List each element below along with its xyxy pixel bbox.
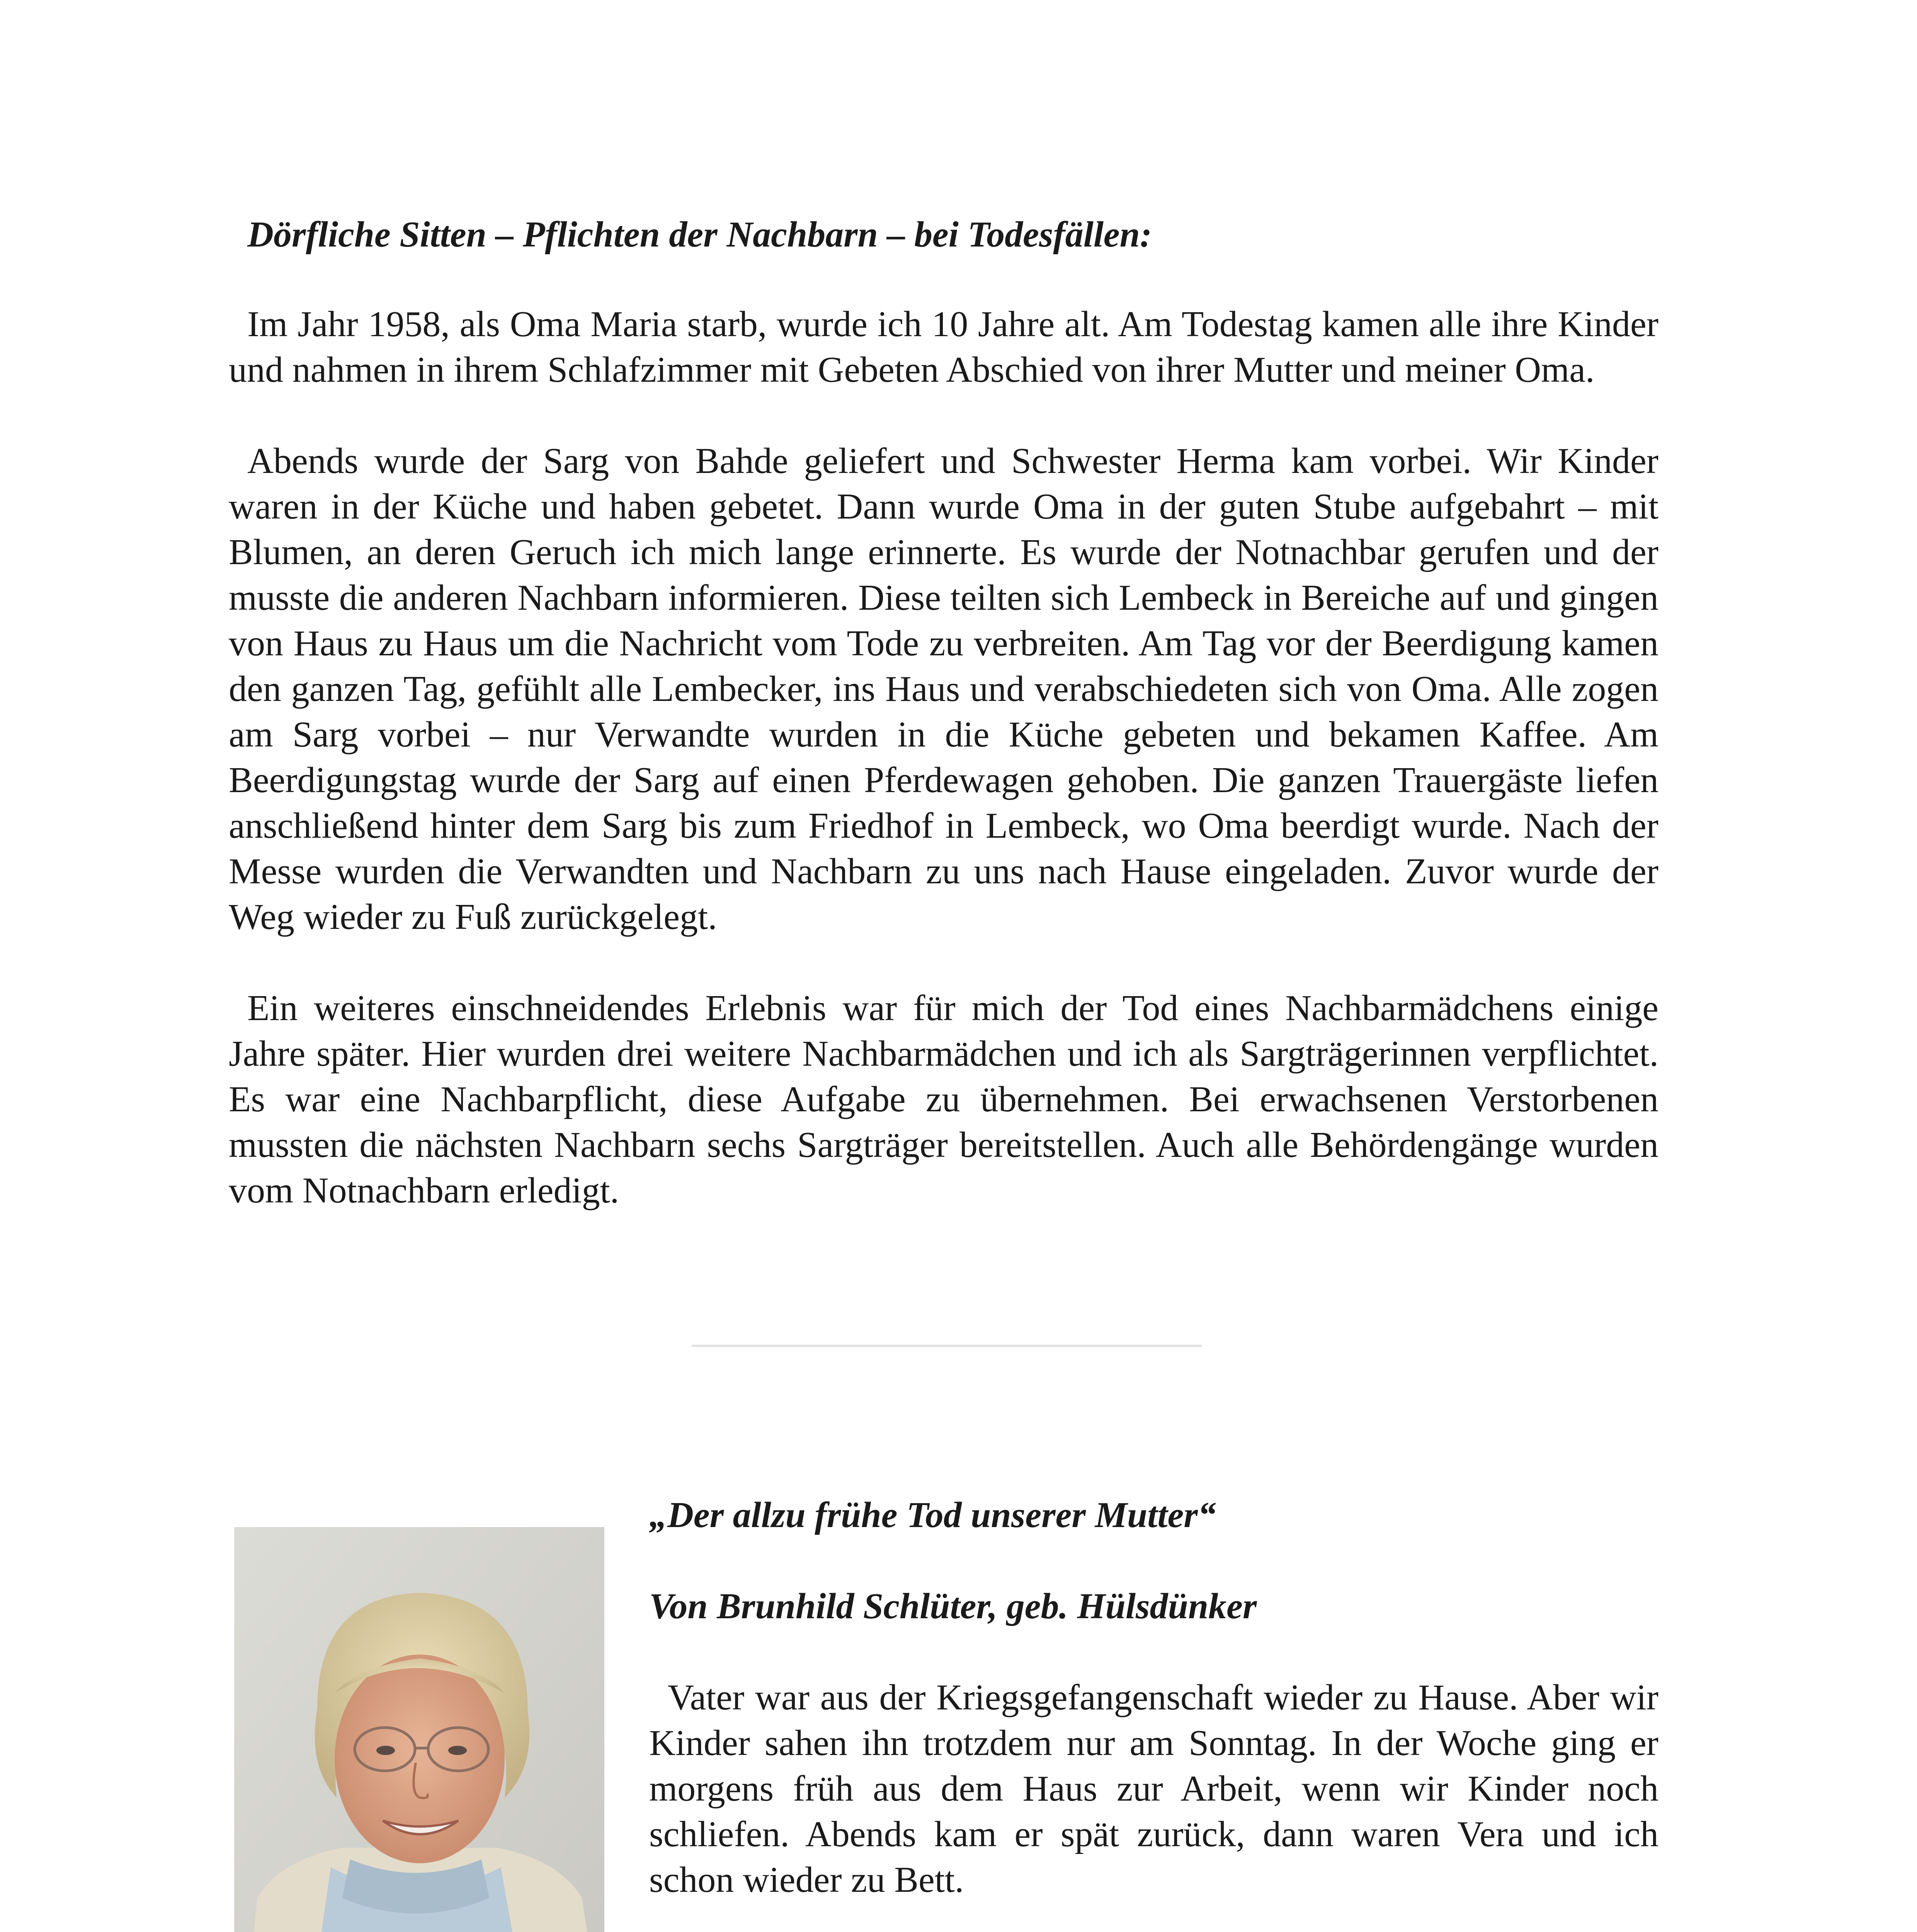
section-divider xyxy=(692,1345,1202,1347)
section-body xyxy=(229,301,1658,1259)
story-body xyxy=(229,1675,1658,1932)
story-title: „Der allzu frühe Tod unserer Mutter“ xyxy=(649,1495,1216,1535)
paragraph: Im Jahr 1958, als Oma Maria starb, wurde ich 10 Jahre alt. Am Todestag kamen alle ihre Kinder und nahmen in ihrem Schlafzimmer mit Gebeten Abschied von ihrer Mutter und meiner Oma. xyxy=(229,304,1658,390)
paragraph: Abends wurde der Sarg von Bahde geliefert und Schwester Herma kam vorbei. Wir Kinder waren in der Küche und haben gebetet. Dann wurde Oma in der guten Stube aufgebahrt – mit Blumen, an deren Geruch ich mich lange erinnerte. Es wurde der Notnachbar gerufen und der musste die anderen Nachbarn informieren. Diese teilten sich Lembeck in Bereiche auf und gingen von Haus zu Haus um die Nachricht vom Tode zu verbreiten. Am Tag vor der Beerdigung kamen den ganzen Tag, gefühlt alle Lembecker, ins Haus und verabschiedeten sich von Oma. Alle zogen am Sarg vorbei – nur Verwandte wurden in die Küche gebeten und bekamen Kaffee. Am Beerdigungstag wurde der Sarg auf einen Pferdewagen gehoben. Die ganzen Trauergäste liefen anschließend hinter dem Sarg bis zum Friedhof in Lembeck, wo Oma beerdigt wurde. Nach der Messe wurden die Verwandten und Nachbarn zu uns nach Hause eingeladen. Zuvor wurde der Weg wieder zu Fuß zurückgelegt. xyxy=(229,441,1658,937)
paragraph: Ein weiteres einschneidendes Erlebnis war für mich der Tod eines Nachbarmädchens einige Jahre später. Hier wurden drei weitere Nachbarmädchen und ich als Sargträgerinnen verpflichtet. Es war eine Nachbarpflicht, diese Aufgabe zu übernehmen. Bei erwachsenen Verstorbenen mussten die nächsten Nachbarn sechs Sargträger bereitstellen. Auch alle Behördengänge wurden vom Notnachbarn erledigt. xyxy=(229,988,1658,1211)
story-author-byline: Von Brunhild Schlüter, geb. Hülsdünker xyxy=(649,1586,1257,1626)
portrait-text-wrap-space xyxy=(229,1675,649,1932)
section-heading: Dörfliche Sitten – Pflichten der Nachbarn – bei Todesfällen: xyxy=(247,214,1152,255)
paragraph: Vater war aus der Kriegsgefangenschaft wieder zu Hause. Aber wir Kinder sahen ihn trotzdem nur am Sonntag. In der Woche ging er morgens früh aus dem Haus zur Arbeit, wenn wir Kinder noch schliefen. Abends kam er spät zurück, dann waren Vera und ich schon wieder zu Bett. xyxy=(649,1677,1658,1900)
